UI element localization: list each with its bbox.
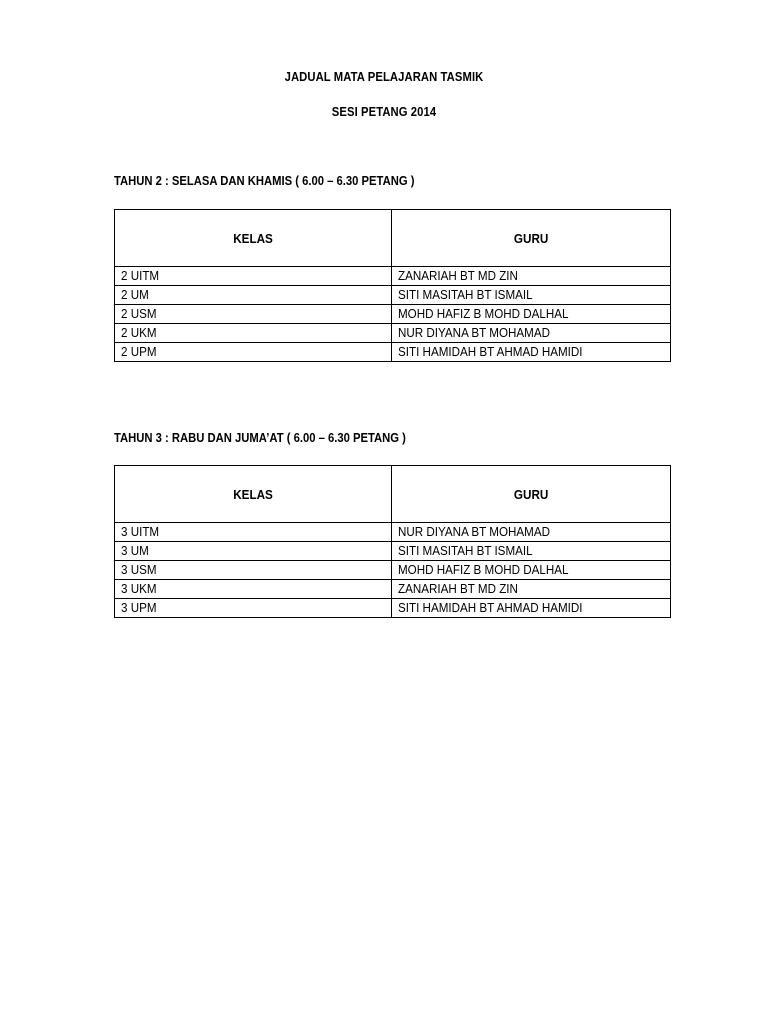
cell-guru: NUR DIYANA BT MOHAMAD bbox=[392, 523, 671, 542]
cell-kelas: 3 USM bbox=[115, 561, 392, 580]
table-row bbox=[115, 599, 671, 618]
cell-guru: ZANARIAH BT MD ZIN bbox=[392, 580, 671, 599]
cell-guru: ZANARIAH BT MD ZIN bbox=[392, 267, 671, 286]
table-row bbox=[115, 580, 671, 599]
cell-guru: MOHD HAFIZ B MOHD DALHAL bbox=[392, 561, 671, 580]
table-row bbox=[115, 305, 671, 324]
table-row bbox=[115, 286, 671, 305]
table-row bbox=[115, 343, 671, 362]
table-row bbox=[115, 542, 671, 561]
cell-kelas: 3 UKM bbox=[115, 580, 392, 599]
cell-guru: NUR DIYANA BT MOHAMAD bbox=[392, 324, 671, 343]
column-header-guru: GURU bbox=[392, 466, 671, 523]
column-header-guru: GURU bbox=[392, 210, 671, 267]
cell-guru: MOHD HAFIZ B MOHD DALHAL bbox=[392, 305, 671, 324]
section-heading-tahun-2: TAHUN 2 : SELASA DAN KHAMIS ( 6.00 – 6.30 PETANG ) bbox=[114, 174, 415, 188]
cell-guru: SITI HAMIDAH BT AHMAD HAMIDI bbox=[392, 343, 671, 362]
cell-guru: SITI MASITAH BT ISMAIL bbox=[392, 542, 671, 561]
table-header-row bbox=[115, 210, 671, 267]
cell-kelas: 3 UPM bbox=[115, 599, 392, 618]
column-header-kelas: KELAS bbox=[115, 210, 392, 267]
section-heading-tahun-3: TAHUN 3 : RABU DAN JUMA’AT ( 6.00 – 6.30 PETANG ) bbox=[114, 431, 406, 445]
table-row bbox=[115, 267, 671, 286]
table-header-row bbox=[115, 466, 671, 523]
table-row bbox=[115, 523, 671, 542]
schedule-table-tahun-3 bbox=[114, 465, 671, 618]
cell-kelas: 3 UM bbox=[115, 542, 392, 561]
cell-kelas: 2 USM bbox=[115, 305, 392, 324]
cell-kelas: 2 UKM bbox=[115, 324, 392, 343]
schedule-table-tahun-2 bbox=[114, 209, 671, 362]
table-row bbox=[115, 561, 671, 580]
cell-kelas: 3 UITM bbox=[115, 523, 392, 542]
cell-guru: SITI MASITAH BT ISMAIL bbox=[392, 286, 671, 305]
document-subtitle: SESI PETANG 2014 bbox=[331, 105, 437, 119]
cell-kelas: 2 UM bbox=[115, 286, 392, 305]
table-row bbox=[115, 324, 671, 343]
cell-kelas: 2 UPM bbox=[115, 343, 392, 362]
cell-guru: SITI HAMIDAH BT AHMAD HAMIDI bbox=[392, 599, 671, 618]
document-title: JADUAL MATA PELAJARAN TASMIK bbox=[284, 70, 484, 84]
cell-kelas: 2 UITM bbox=[115, 267, 392, 286]
column-header-kelas: KELAS bbox=[115, 466, 392, 523]
